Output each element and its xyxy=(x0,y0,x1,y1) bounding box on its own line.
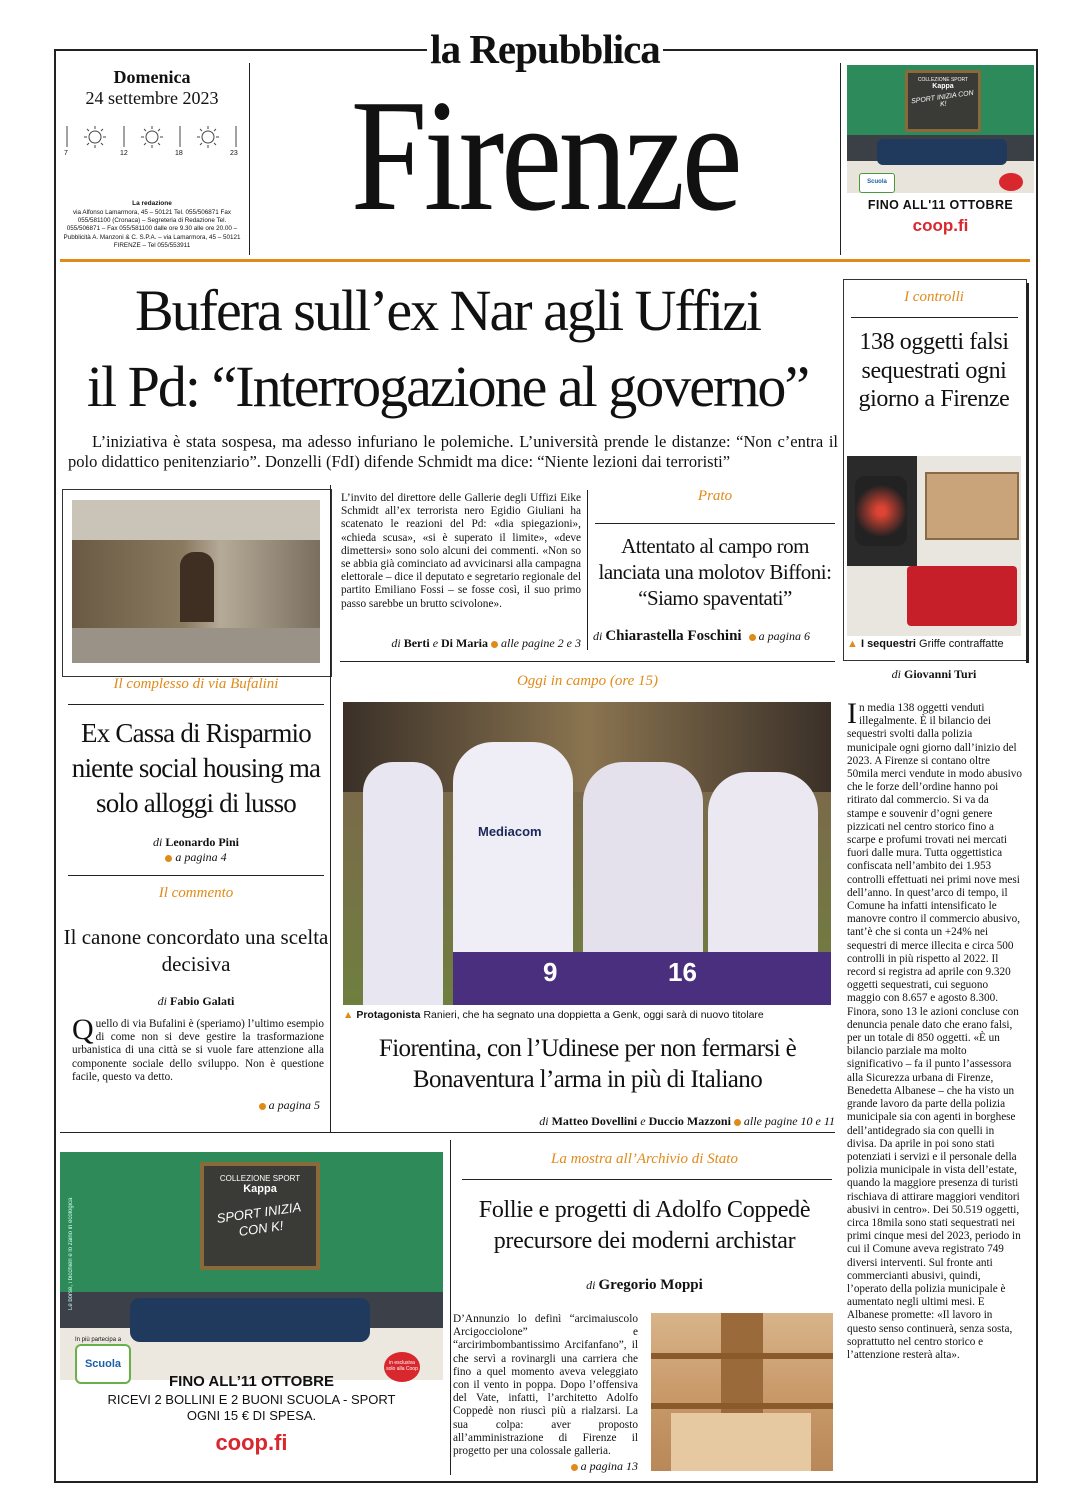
redazione-text: via Alfonso Lamarmora, 45 – 50121 Tel. 055/506871 Fax 055/581100 (Cronaca) – Segreteria di Redazione Tel. 055/506871 – Fax 055/581100 dalle ore 9.30 alle ore 20.00 – Pubblicità A. Manzoni & C. S.P.A. – via Lamarmora, 45 – 50121 FIRENZE – Tel 055/553911 xyxy=(63,209,241,249)
bullet-dot xyxy=(165,855,172,862)
bufalini-pages[interactable]: a pagina 4 xyxy=(175,850,227,864)
sidebar-rule xyxy=(851,317,1018,318)
sidebar-headline[interactable]: 138 oggetti falsi sequestrati ogni giorno a Firenze xyxy=(858,329,1010,412)
masthead-divider-left xyxy=(249,63,250,255)
rule-above-bottom xyxy=(60,1132,835,1133)
weather-graphic xyxy=(64,123,244,159)
coppede-pages-line xyxy=(453,1459,638,1474)
bufalini-byline: di Leonardo Pini xyxy=(152,835,240,849)
bottom-ad-line2: RICEVI 2 BOLLINI E 2 BUONI SCUOLA - SPORT xyxy=(107,1392,396,1407)
weather-hour: 12 xyxy=(120,150,128,157)
lead-headline-2[interactable]: il Pd: “Interrogazione al governo” xyxy=(86,354,809,419)
shirt-number: 16 xyxy=(668,957,697,987)
coppede-kicker: La mostra all’Archivio di Stato xyxy=(551,1151,738,1167)
caption-triangle-icon: ▲ xyxy=(343,1009,354,1021)
chalkboard: COLLEZIONE SPORT Kappa SPORT INIZIA CON K! xyxy=(905,70,981,132)
sport-caption: ▲ Protagonista Ranieri, che ha segnato una doppietta a Genk, oggi sarà di nuovo titolare xyxy=(343,1009,764,1021)
lead-body: L’invito del direttore delle Gallerie degli Uffizi Eike Schmidt all’ex terrorista nero Egidio Giuliani ha scatenato le reazioni del Pd: «dia spiegazioni», «chieda scusa», «si è superato il limite», «deve dimettersi» sono solo alcuni dei commenti. «Non so se abbia già cominciato ad avvicinarsi alla campagna elettorale – dice il deputato e segretario regionale del partito Emiliano Fossi – se fosse così, il suo primo passo sarebbe un brutto scivolone». xyxy=(341,492,581,610)
caption-triangle-icon: ▲ xyxy=(847,638,858,650)
bottom-ad-line3: OGNI 15 € DI SPESA. xyxy=(186,1408,317,1423)
issue-day: Domenica xyxy=(113,67,191,87)
bufalini-rule xyxy=(68,704,324,705)
brand-logo[interactable]: la Repubblica xyxy=(430,26,660,72)
bufalini-kicker: Il complesso di via Bufalini xyxy=(113,676,279,692)
sport-kicker: Oggi in campo (ore 15) xyxy=(516,673,659,689)
bottom-ad-logo[interactable]: coop.fi xyxy=(215,1430,288,1455)
chalkboard: COLLEZIONE SPORT Kappa SPORT INIZIA CON K! xyxy=(200,1162,320,1270)
commento-rule-top xyxy=(68,875,324,876)
bullet-dot xyxy=(734,1119,741,1126)
prato-headline[interactable]: Attentato al campo rom lanciata una molotov Biffoni: “Siamo spaventati” xyxy=(598,534,832,610)
weather-hour: 7 xyxy=(64,150,68,157)
lead-pages[interactable]: alle pagine 2 e 3 xyxy=(501,636,581,650)
issue-date: 24 settembre 2023 xyxy=(85,88,219,108)
masthead-rule-right xyxy=(663,49,1038,51)
lead-byline: di Berti e Di Maria alle pagine 2 e 3 xyxy=(391,636,581,650)
weather-hour: 23 xyxy=(230,150,238,157)
masthead-orange-rule xyxy=(60,259,1030,262)
prato-kicker: Prato xyxy=(697,488,733,504)
weather-strip xyxy=(64,123,244,159)
bullet-dot xyxy=(571,1464,578,1471)
sun-icon xyxy=(84,126,106,148)
city-title: Firenze xyxy=(350,66,740,244)
commento-dropcap: Q xyxy=(72,1013,94,1046)
sun-icon xyxy=(141,126,163,148)
sport-bags xyxy=(877,139,1007,165)
scuola-badge: Scuola xyxy=(859,173,895,193)
sidebar-byline: di Giovanni Turi xyxy=(891,667,977,681)
rule-above-sport xyxy=(340,661,835,662)
divider-lead-prato xyxy=(587,490,588,650)
weather-hour: 18 xyxy=(175,150,183,157)
coppede-drawing[interactable] xyxy=(651,1313,833,1471)
sport-bags xyxy=(130,1298,370,1342)
bottom-ad-line1: FINO ALL’11 OTTOBRE xyxy=(168,1373,335,1390)
sport-pages[interactable]: alle pagine 10 e 11 xyxy=(743,1114,835,1128)
masthead-rule-left xyxy=(55,49,427,51)
bufalini-pages-line xyxy=(62,850,330,865)
sport-photo[interactable] xyxy=(343,702,831,1005)
coppede-rule xyxy=(462,1179,832,1180)
top-ad-logo[interactable]: coop.fi xyxy=(912,216,969,235)
coop-exclusive-badge xyxy=(999,173,1023,191)
shirt-number: 9 xyxy=(543,957,558,987)
coop-exclusive-badge: in esclusiva solo alla Coop xyxy=(384,1352,420,1382)
sidebar-dropcap: I xyxy=(847,697,857,730)
sport-byline: di Matteo Dovellini e Duccio Mazzoni alle pagine 10 e 11 xyxy=(539,1114,835,1128)
bullet-dot xyxy=(259,1103,266,1110)
bullet-dot xyxy=(749,634,756,641)
coppede-byline: di Gregorio Moppi xyxy=(586,1277,703,1293)
commento-byline: di Fabio Galati xyxy=(157,994,235,1008)
commento-pages-line xyxy=(62,1098,320,1113)
bottom-ad-side-text: Le borse, i bicchieri e lo zaino in ecologica xyxy=(68,1197,74,1310)
lead-deck: L’iniziativa è stata sospesa, ma adesso infuriano le polemiche. L’università prende le distanze: “Non c’entra il polo didattico penitenziario”. Donzelli (FdI) difende Schmidt ma dice: “Niente lezioni dai terroristi” xyxy=(68,432,838,471)
frame-left xyxy=(54,49,56,1482)
bullet-dot xyxy=(491,641,498,648)
sidebar-photo[interactable] xyxy=(847,456,1021,636)
sidebar-body: In media 138 oggetti venduti illegalmente. È il bilancio dei sequestri svolti dalla polizia municipale ogni giorno dall’inizio del 2023. A Firenze si contano oltre 50mila merci vendute in modo abusivo che le forze dell’ordine hanno poi ritirato dal commercio. Si va da stampe e souvenir d’ogni genere pizzicati nel centro storico fino a scarpe e profumi trovati nei mercati fuori dalle mura. Tutta oggettistica confiscata nell’ambito dei 1.953 controlli effettuati nei primi nove mesi dell’anno. In quest’arco di tempo, il Comune ha infatti intensificato le manovre contro il commercio abusivo, tant’è che si conta un +24% nei sequestri di merce illecita e circa 500 controlli in più rispetto al 2022. Il record si registra ad aprile con 9.320 oggetti sequestrati, cui seguono maggio con 8.657 e agosto 8.300. Finora, sono 13 le azioni concluse con denuncia penale dato che erano falsi, per un totale di 850 oggetti. «È un bilancio parziale ma molto significativo – fa il punto l’assessora alla Sicurezza urbana di Firenze, Benedetta Albanese – che ha visto un grande lavoro da parte della polizia municipale sia con agenti in borghese dell’antidegrado sia con quelli in divisa. Da aprile in poi sono stati potenziati i servizi e il personale della polizia municipale in vista dell’estate, quando la maggiore presenza di turisti rischiava di attirare maggiori venditori abusivi in centro». Dei 50.519 oggetti, circa 18mila sono stati sequestrati nei primi cinque mesi del 2023, periodo in cui il Comune aveva registrato 749 diversi interventi. Sul fronte anti commercianti abusivi, quindi, l’operato della polizia municipale è aumentato negli ultimi mesi. E Albanese promette: «Il lavoro in questo senso continuerà, senza sosta, soprattutto nel centro storico e l’attenzione resterà alta». xyxy=(847,697,1022,1361)
commento-kicker: Il commento xyxy=(158,885,234,901)
commento-body: Quello di via Bufalini è (speriamo) l’ultimo esempio di come non si deve gestire la trasformazione urbanistica di una città se si vuole fare attenzione alla componente sociale dello sviluppo. Non è questione facile, questo va detto. xyxy=(72,1013,324,1083)
shirt-sponsor: Mediacom xyxy=(478,824,542,839)
frame-right xyxy=(1036,49,1038,1482)
column-divider-left xyxy=(330,485,331,1132)
sun-icon xyxy=(197,126,219,148)
sidebar-kicker: I controlli xyxy=(904,289,964,305)
commento-headline[interactable]: Il canone concordato una scelta decisiva xyxy=(63,925,329,976)
frame-bottom xyxy=(54,1481,1038,1483)
sport-headline[interactable]: Fiorentina, con l’Udinese per non fermarsi è Bonaventura l’arma in più di Italiano xyxy=(378,1035,797,1093)
lead-headline-1[interactable]: Bufera sull’ex Nar agli Uffizi xyxy=(134,278,760,343)
coppede-headline[interactable]: Follie e progetti di Adolfo Coppedè precursore dei moderni archistar xyxy=(478,1197,811,1254)
coppede-pages[interactable]: a pagina 13 xyxy=(580,1459,638,1473)
masthead-divider-right xyxy=(840,63,841,255)
coppede-body: D’Annunzio lo definì “arcimaiuscolo Arcigocciolone” e “arcirimbombantissimo Arcifanfano”, il che servì a rovinargli una carriera che fino a quel momento aveva veleggiato con il vento in poppa. Dopo l’offensiva del Vate, infatti, l’architetto Adolfo Coppedè non riuscì più a rialzarsi. La sua colpa: aver proposto all’amministrazione di Firenze il progetto per una colossale galleria. xyxy=(453,1313,638,1458)
bufalini-headline[interactable]: Ex Cassa di Risparmio niente social housing ma solo alloggi di lusso xyxy=(71,718,321,818)
commento-pages[interactable]: a pagina 5 xyxy=(268,1098,320,1112)
prato-byline: di Chiarastella Foschini a pagina 6 xyxy=(593,628,810,644)
divider-ad-coppede xyxy=(450,1140,451,1475)
redazione-title: La redazione xyxy=(132,200,172,207)
top-ad-date: FINO ALL'11 OTTOBRE xyxy=(867,198,1014,212)
bufalini-photo[interactable] xyxy=(72,500,320,663)
sidebar-caption: ▲ I sequestri Griffe contraffatte xyxy=(847,638,1004,650)
top-ad-image[interactable] xyxy=(847,65,1034,193)
scuola-badge: Scuola xyxy=(75,1344,131,1384)
prato-pages[interactable]: a pagina 6 xyxy=(758,629,810,643)
prato-rule xyxy=(595,523,835,524)
